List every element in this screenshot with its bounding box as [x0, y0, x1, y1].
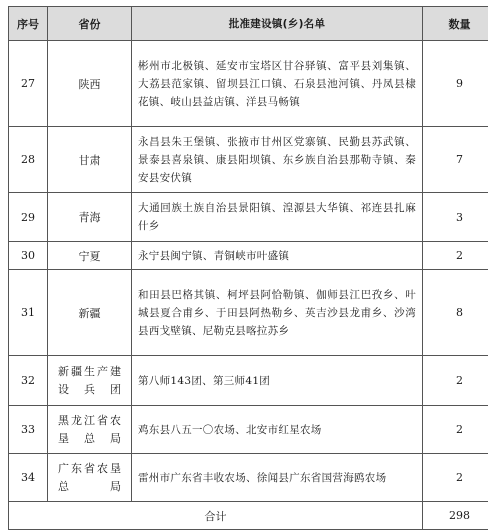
header-count: 数量 [423, 7, 488, 41]
row-names: 第八师143团、第三师41团 [132, 356, 423, 406]
total-count: 298 [423, 502, 488, 530]
header-no: 序号 [9, 7, 48, 41]
row-no: 34 [9, 454, 48, 502]
row-province: 新疆 [48, 270, 132, 356]
row-province: 陕西 [48, 41, 132, 127]
row-count: 2 [423, 454, 488, 502]
row-province: 新疆生产建设兵团 [48, 363, 131, 399]
row-no: 29 [9, 193, 48, 242]
row-province: 宁夏 [48, 242, 132, 270]
row-names: 鸡东县八五一〇农场、北安市红星农场 [132, 406, 423, 454]
row-count: 7 [423, 127, 488, 193]
row-province: 广东省农垦总局 [48, 460, 131, 496]
row-names: 大通回族土族自治县景阳镇、湟源县大华镇、祁连县扎麻什乡 [132, 193, 423, 242]
header-names: 批准建设镇(乡)名单 [132, 7, 423, 41]
row-no: 27 [9, 41, 48, 127]
header-row [9, 7, 488, 41]
table-row [9, 356, 488, 406]
row-names: 彬州市北极镇、延安市宝塔区甘谷驿镇、富平县刘集镇、大荔县范家镇、留坝县江口镇、石泉县池河镇、丹凤县棣花镇、岐山县益店镇、洋县马畅镇 [132, 41, 423, 127]
row-names: 和田县巴格其镇、柯坪县阿恰勒镇、伽师县江巴孜乡、叶城县夏合甫乡、于田县阿热勒乡、英吉沙县龙甫乡、沙湾县西戈壁镇、尼勒克县喀拉苏乡 [132, 270, 423, 356]
row-province-cell [48, 406, 132, 454]
row-names: 永宁县闽宁镇、青铜峡市叶盛镇 [132, 242, 423, 270]
total-row [9, 502, 488, 530]
row-count: 3 [423, 193, 488, 242]
row-count: 2 [423, 356, 488, 406]
table-row [9, 454, 488, 502]
row-no: 33 [9, 406, 48, 454]
total-label: 合计 [9, 502, 423, 530]
row-count: 9 [423, 41, 488, 127]
table-row [9, 242, 488, 270]
row-no: 28 [9, 127, 48, 193]
row-no: 30 [9, 242, 48, 270]
row-names: 雷州市广东省丰收农场、徐闻县广东省国营海鸥农场 [132, 454, 423, 502]
row-count: 2 [423, 406, 488, 454]
row-province: 黑龙江省农垦总局 [48, 412, 131, 448]
table-row [9, 193, 488, 242]
row-count: 8 [423, 270, 488, 356]
approved-towns-table [8, 6, 488, 530]
row-province: 甘肃 [48, 127, 132, 193]
table-row [9, 41, 488, 127]
row-names: 永昌县朱王堡镇、张掖市甘州区党寨镇、民勤县苏武镇、景泰县喜泉镇、康县阳坝镇、东乡族自治县那勒寺镇、秦安县安伏镇 [132, 127, 423, 193]
table-row [9, 406, 488, 454]
table-row [9, 270, 488, 356]
row-count: 2 [423, 242, 488, 270]
row-no: 32 [9, 356, 48, 406]
header-province: 省份 [48, 7, 132, 41]
row-province: 青海 [48, 193, 132, 242]
row-province-cell [48, 356, 132, 406]
row-province-cell [48, 454, 132, 502]
row-no: 31 [9, 270, 48, 356]
table-row [9, 127, 488, 193]
